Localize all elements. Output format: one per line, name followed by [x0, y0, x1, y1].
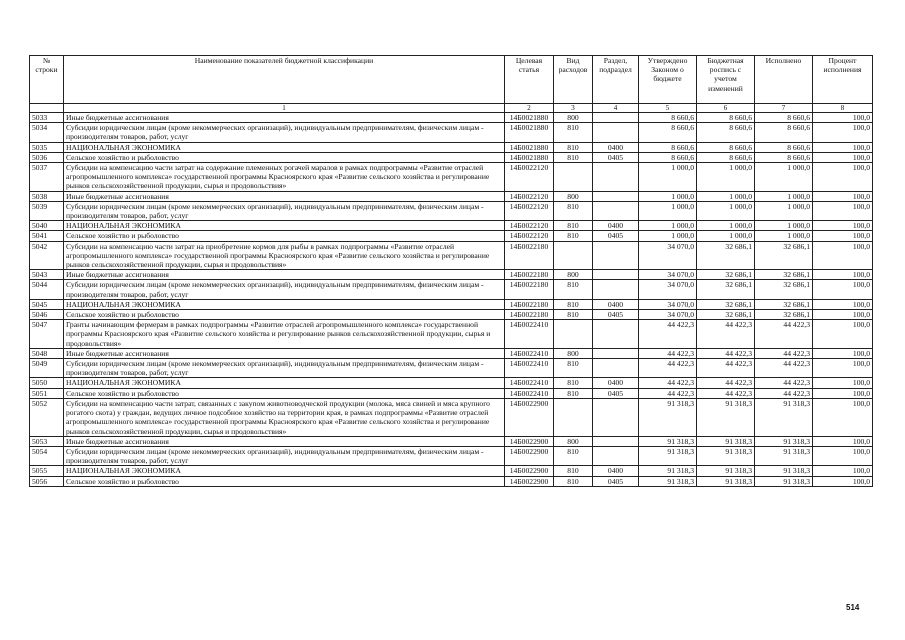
approved-amount: 8 660,6: [639, 142, 697, 152]
budget-list-amount: 1 000,0: [697, 191, 755, 201]
execution-percent: 100,0: [813, 241, 873, 270]
table-row: [30, 348, 873, 358]
expense-type: 800: [554, 348, 593, 358]
target-article: 14Б0022180: [505, 270, 554, 280]
indicator-name: НАЦИОНАЛЬНАЯ ЭКОНОМИКА: [64, 466, 505, 476]
row-number: 5054: [30, 446, 64, 465]
approved-amount: 1 000,0: [639, 231, 697, 241]
budget-list-amount: 32 686,1: [697, 299, 755, 309]
indicator-name: Субсидии юридическим лицам (кроме некоммерческих организаций), индивидуальным предпринимателям, физическим лицам - производителям товаров, работ, услуг: [64, 123, 505, 142]
row-number: 5039: [30, 201, 64, 220]
table-row: [30, 320, 873, 349]
indicator-name: Сельское хозяйство и рыболовство: [64, 388, 505, 398]
execution-percent: 100,0: [813, 446, 873, 465]
expense-type: 810: [554, 123, 593, 142]
indicator-name: Субсидии юридическим лицам (кроме некоммерческих организаций), индивидуальным предпринимателям, физическим лицам - производителям товаров, работ, услуг: [64, 280, 505, 299]
executed-amount: 1 000,0: [755, 191, 813, 201]
target-article: 14Б0022410: [505, 388, 554, 398]
section-code: [593, 270, 639, 280]
budget-list-amount: 8 660,6: [697, 142, 755, 152]
row-number: 5044: [30, 280, 64, 299]
budget-list-amount: 1 000,0: [697, 231, 755, 241]
approved-amount: 44 422,3: [639, 348, 697, 358]
executed-amount: 32 686,1: [755, 241, 813, 270]
indicator-name: Субсидии юридическим лицам (кроме некоммерческих организаций), индивидуальным предпринимателям, физическим лицам - производителям товаров, работ, услуг: [64, 359, 505, 378]
target-article: 14Б0021880: [505, 113, 554, 123]
expense-type: 800: [554, 113, 593, 123]
section-code: 0400: [593, 142, 639, 152]
section-code: 0400: [593, 466, 639, 476]
header-row-number: № строки: [30, 56, 64, 104]
budget-list-amount: 32 686,1: [697, 241, 755, 270]
approved-amount: 1 000,0: [639, 221, 697, 231]
indicator-name: НАЦИОНАЛЬНАЯ ЭКОНОМИКА: [64, 142, 505, 152]
approved-amount: 8 660,6: [639, 113, 697, 123]
expense-type: 810: [554, 142, 593, 152]
column-number: 8: [813, 104, 873, 113]
approved-amount: 91 318,3: [639, 398, 697, 436]
section-code: [593, 446, 639, 465]
budget-list-amount: 1 000,0: [697, 201, 755, 220]
indicator-name: Субсидии юридическим лицам (кроме некоммерческих организаций), индивидуальным предпринимателям, физическим лицам - производителям товаров, работ, услуг: [64, 446, 505, 465]
budget-list-amount: 44 422,3: [697, 388, 755, 398]
indicator-name: Сельское хозяйство и рыболовство: [64, 310, 505, 320]
section-code: [593, 398, 639, 436]
header-approved: Утверждено Законом о бюджете: [639, 56, 697, 104]
indicator-name: Сельское хозяйство и рыболовство: [64, 152, 505, 162]
target-article: 14Б0022900: [505, 398, 554, 436]
table-row: [30, 359, 873, 378]
indicator-name: Иные бюджетные ассигнования: [64, 436, 505, 446]
table-row: [30, 241, 873, 270]
execution-percent: 100,0: [813, 191, 873, 201]
section-code: [593, 113, 639, 123]
budget-list-amount: 32 686,1: [697, 270, 755, 280]
execution-percent: 100,0: [813, 142, 873, 152]
table-row: [30, 201, 873, 220]
indicator-name: НАЦИОНАЛЬНАЯ ЭКОНОМИКА: [64, 221, 505, 231]
budget-list-amount: 1 000,0: [697, 221, 755, 231]
table-body: [30, 113, 873, 487]
section-code: 0405: [593, 310, 639, 320]
section-code: [593, 201, 639, 220]
budget-list-amount: 44 422,3: [697, 378, 755, 388]
target-article: 14Б0021880: [505, 152, 554, 162]
executed-amount: 8 660,6: [755, 123, 813, 142]
table-row: [30, 466, 873, 476]
execution-percent: 100,0: [813, 270, 873, 280]
target-article: 14Б0022410: [505, 320, 554, 349]
execution-percent: 100,0: [813, 310, 873, 320]
row-number: 5034: [30, 123, 64, 142]
indicator-name: Субсидии на компенсацию части затрат на приобретение кормов для рыбы в рамках подпрограммы «Развитие отраслей агропромышленного комплекса» государственной программы Красноярского края «Развитие сельского хозяйства и регулирование рынков сельскохозяйственной продукции, сырья и продовольствия»: [64, 241, 505, 270]
approved-amount: 34 070,0: [639, 310, 697, 320]
table-row: [30, 299, 873, 309]
target-article: 14Б0022900: [505, 466, 554, 476]
indicator-name: Субсидии юридическим лицам (кроме некоммерческих организаций), индивидуальным предпринимателям, физическим лицам - производителям товаров, работ, услуг: [64, 201, 505, 220]
execution-percent: 100,0: [813, 201, 873, 220]
execution-percent: 100,0: [813, 348, 873, 358]
column-number: 6: [697, 104, 755, 113]
target-article: 14Б0022120: [505, 191, 554, 201]
row-number: 5051: [30, 388, 64, 398]
executed-amount: 8 660,6: [755, 113, 813, 123]
executed-amount: 1 000,0: [755, 163, 813, 192]
executed-amount: 91 318,3: [755, 398, 813, 436]
target-article: 14Б0022180: [505, 299, 554, 309]
execution-percent: 100,0: [813, 280, 873, 299]
table-row: [30, 388, 873, 398]
section-code: 0400: [593, 299, 639, 309]
expense-type: 800: [554, 436, 593, 446]
target-article: 14Б0022120: [505, 221, 554, 231]
indicator-name: Субсидии на компенсацию части затрат на содержание племенных рогачей маралов в рамках подпрограммы «Развитие отраслей агропромышленного комплекса» государственной программы Красноярского края «Развитие сельского хозяйства и регулирование рынков сельскохозяйственной продукции, сырья и продовольствия»: [64, 163, 505, 192]
execution-percent: 100,0: [813, 436, 873, 446]
page-number: 514: [846, 603, 860, 612]
approved-amount: 44 422,3: [639, 388, 697, 398]
executed-amount: 32 686,1: [755, 299, 813, 309]
target-article: 14Б0022410: [505, 378, 554, 388]
expense-type: 810: [554, 299, 593, 309]
row-number: 5047: [30, 320, 64, 349]
target-article: 14Б0022180: [505, 280, 554, 299]
row-number: 5050: [30, 378, 64, 388]
row-number: 5038: [30, 191, 64, 201]
budget-list-amount: 1 000,0: [697, 163, 755, 192]
row-number: 5049: [30, 359, 64, 378]
expense-type: 810: [554, 388, 593, 398]
section-code: [593, 123, 639, 142]
table-row: [30, 280, 873, 299]
expense-type: 800: [554, 191, 593, 201]
execution-percent: 100,0: [813, 152, 873, 162]
row-number: 5041: [30, 231, 64, 241]
target-article: 14Б0022900: [505, 476, 554, 486]
row-number: 5055: [30, 466, 64, 476]
section-code: [593, 359, 639, 378]
expense-type: 810: [554, 201, 593, 220]
executed-amount: 91 318,3: [755, 446, 813, 465]
approved-amount: 91 318,3: [639, 436, 697, 446]
budget-list-amount: 8 660,6: [697, 123, 755, 142]
table-row: [30, 378, 873, 388]
row-number: 5040: [30, 221, 64, 231]
budget-list-amount: 91 318,3: [697, 446, 755, 465]
budget-list-amount: 44 422,3: [697, 348, 755, 358]
indicator-name: Гранты начинающим фермерам в рамках подпрограммы «Развитие отраслей агропромышленного комплекса» государственной программы Красноярского края «Развитие сельского хозяйства и регулирование рынков сельскохозяйственной продукции, сырья и продовольствия»: [64, 320, 505, 349]
column-number: 3: [554, 104, 593, 113]
section-code: 0400: [593, 221, 639, 231]
section-code: [593, 191, 639, 201]
target-article: 14Б0022180: [505, 241, 554, 270]
approved-amount: 91 318,3: [639, 466, 697, 476]
executed-amount: 44 422,3: [755, 348, 813, 358]
section-code: 0405: [593, 152, 639, 162]
target-article: 14Б0022900: [505, 446, 554, 465]
executed-amount: 32 686,1: [755, 270, 813, 280]
target-article: 14Б0021880: [505, 142, 554, 152]
execution-percent: 100,0: [813, 299, 873, 309]
table-row: [30, 446, 873, 465]
row-number: 5035: [30, 142, 64, 152]
budget-list-amount: 32 686,1: [697, 280, 755, 299]
budget-list-amount: 91 318,3: [697, 476, 755, 486]
expense-type: 800: [554, 270, 593, 280]
table-row: [30, 270, 873, 280]
indicator-name: Иные бюджетные ассигнования: [64, 113, 505, 123]
expense-type: 810: [554, 466, 593, 476]
budget-list-amount: 8 660,6: [697, 113, 755, 123]
budget-list-amount: 44 422,3: [697, 359, 755, 378]
row-number: 5053: [30, 436, 64, 446]
section-code: 0405: [593, 388, 639, 398]
executed-amount: 8 660,6: [755, 152, 813, 162]
indicator-name: Субсидии на компенсацию части затрат, связанных с закупом животноводческой продукции (молока, мяса свиней и мяса крупного рогатого скота) у граждан, ведущих личное подсобное хозяйство на территории края, в рамках подпрограммы «Развитие отраслей агропромышленного комплекса» государственной программы Красноярского края «Развитие сельского хозяйства и регулирование рынков сельскохозяйственной продукции, сырья и продовольствия»: [64, 398, 505, 436]
row-number: 5046: [30, 310, 64, 320]
column-number-row: [30, 104, 873, 113]
column-number: 1: [64, 104, 505, 113]
approved-amount: 91 318,3: [639, 476, 697, 486]
execution-percent: 100,0: [813, 388, 873, 398]
header-target-article: Целевая статья: [505, 56, 554, 104]
approved-amount: 91 318,3: [639, 446, 697, 465]
header-section: Раздел, подраздел: [593, 56, 639, 104]
section-code: [593, 436, 639, 446]
indicator-name: Иные бюджетные ассигнования: [64, 191, 505, 201]
section-code: 0400: [593, 378, 639, 388]
indicator-name: Иные бюджетные ассигнования: [64, 270, 505, 280]
execution-percent: 100,0: [813, 398, 873, 436]
section-code: [593, 348, 639, 358]
expense-type: 810: [554, 378, 593, 388]
row-number: 5048: [30, 348, 64, 358]
section-code: 0405: [593, 476, 639, 486]
target-article: 14Б0022120: [505, 163, 554, 192]
indicator-name: Иные бюджетные ассигнования: [64, 348, 505, 358]
target-article: 14Б0022120: [505, 231, 554, 241]
executed-amount: 44 422,3: [755, 388, 813, 398]
approved-amount: 1 000,0: [639, 163, 697, 192]
expense-type: [554, 320, 593, 349]
section-code: [593, 241, 639, 270]
row-number: 5056: [30, 476, 64, 486]
section-code: 0405: [593, 231, 639, 241]
executed-amount: 44 422,3: [755, 320, 813, 349]
budget-table: [29, 55, 873, 487]
column-number: 4: [593, 104, 639, 113]
row-number: 5042: [30, 241, 64, 270]
execution-percent: 100,0: [813, 466, 873, 476]
section-code: [593, 280, 639, 299]
execution-percent: 100,0: [813, 231, 873, 241]
approved-amount: 34 070,0: [639, 241, 697, 270]
execution-percent: 100,0: [813, 320, 873, 349]
indicator-name: Сельское хозяйство и рыболовство: [64, 476, 505, 486]
executed-amount: 1 000,0: [755, 201, 813, 220]
budget-list-amount: 32 686,1: [697, 310, 755, 320]
section-code: [593, 320, 639, 349]
row-number: 5033: [30, 113, 64, 123]
indicator-name: НАЦИОНАЛЬНАЯ ЭКОНОМИКА: [64, 299, 505, 309]
execution-percent: 100,0: [813, 123, 873, 142]
approved-amount: 34 070,0: [639, 299, 697, 309]
executed-amount: 91 318,3: [755, 436, 813, 446]
target-article: 14Б0022900: [505, 436, 554, 446]
expense-type: 810: [554, 476, 593, 486]
row-number: 5037: [30, 163, 64, 192]
target-article: 14Б0022410: [505, 348, 554, 358]
row-number: 5052: [30, 398, 64, 436]
section-code: [593, 163, 639, 192]
expense-type: 810: [554, 446, 593, 465]
expense-type: 810: [554, 359, 593, 378]
expense-type: 810: [554, 152, 593, 162]
approved-amount: 44 422,3: [639, 378, 697, 388]
execution-percent: 100,0: [813, 163, 873, 192]
indicator-name: Сельское хозяйство и рыболовство: [64, 231, 505, 241]
target-article: 14Б0022120: [505, 201, 554, 220]
execution-percent: 100,0: [813, 378, 873, 388]
column-number: 2: [505, 104, 554, 113]
executed-amount: 32 686,1: [755, 280, 813, 299]
expense-type: [554, 163, 593, 192]
approved-amount: 34 070,0: [639, 270, 697, 280]
target-article: 14Б0022410: [505, 359, 554, 378]
budget-list-amount: 91 318,3: [697, 466, 755, 476]
executed-amount: 44 422,3: [755, 378, 813, 388]
target-article: 14Б0021880: [505, 123, 554, 142]
execution-percent: 100,0: [813, 476, 873, 486]
header-expense-type: Вид расходов: [554, 56, 593, 104]
header-percent: Процент исполнения: [813, 56, 873, 104]
budget-list-amount: 91 318,3: [697, 436, 755, 446]
header-executed: Исполнено: [755, 56, 813, 104]
executed-amount: 91 318,3: [755, 476, 813, 486]
budget-sheet: [29, 55, 873, 487]
table-row: [30, 142, 873, 152]
execution-percent: 100,0: [813, 113, 873, 123]
table-row: [30, 123, 873, 142]
execution-percent: 100,0: [813, 359, 873, 378]
budget-list-amount: 8 660,6: [697, 152, 755, 162]
row-number: 5036: [30, 152, 64, 162]
table-row: [30, 191, 873, 201]
table-row: [30, 398, 873, 436]
row-number: 5045: [30, 299, 64, 309]
executed-amount: 91 318,3: [755, 466, 813, 476]
column-number: 5: [639, 104, 697, 113]
approved-amount: 1 000,0: [639, 201, 697, 220]
column-number: [30, 104, 64, 113]
table-row: [30, 163, 873, 192]
executed-amount: 8 660,6: [755, 142, 813, 152]
table-row: [30, 221, 873, 231]
approved-amount: 44 422,3: [639, 320, 697, 349]
approved-amount: 34 070,0: [639, 280, 697, 299]
execution-percent: 100,0: [813, 221, 873, 231]
expense-type: 810: [554, 310, 593, 320]
expense-type: 810: [554, 221, 593, 231]
header-name: Наименование показателей бюджетной классификации: [64, 56, 505, 104]
column-number: 7: [755, 104, 813, 113]
executed-amount: 1 000,0: [755, 221, 813, 231]
executed-amount: 44 422,3: [755, 359, 813, 378]
expense-type: 810: [554, 231, 593, 241]
table-row: [30, 152, 873, 162]
table-row: [30, 436, 873, 446]
approved-amount: 8 660,6: [639, 152, 697, 162]
table-row: [30, 231, 873, 241]
expense-type: [554, 398, 593, 436]
approved-amount: 8 660,6: [639, 123, 697, 142]
budget-list-amount: 44 422,3: [697, 320, 755, 349]
target-article: 14Б0022180: [505, 310, 554, 320]
row-number: 5043: [30, 270, 64, 280]
table-row: [30, 310, 873, 320]
table-row: [30, 113, 873, 123]
table-row: [30, 476, 873, 486]
executed-amount: 1 000,0: [755, 231, 813, 241]
table-header: [30, 56, 873, 113]
executed-amount: 32 686,1: [755, 310, 813, 320]
approved-amount: 44 422,3: [639, 359, 697, 378]
indicator-name: НАЦИОНАЛЬНАЯ ЭКОНОМИКА: [64, 378, 505, 388]
expense-type: 810: [554, 280, 593, 299]
header-budget-list: Бюджетная роспись с учетом изменений: [697, 56, 755, 104]
approved-amount: 1 000,0: [639, 191, 697, 201]
budget-list-amount: 91 318,3: [697, 398, 755, 436]
expense-type: [554, 241, 593, 270]
